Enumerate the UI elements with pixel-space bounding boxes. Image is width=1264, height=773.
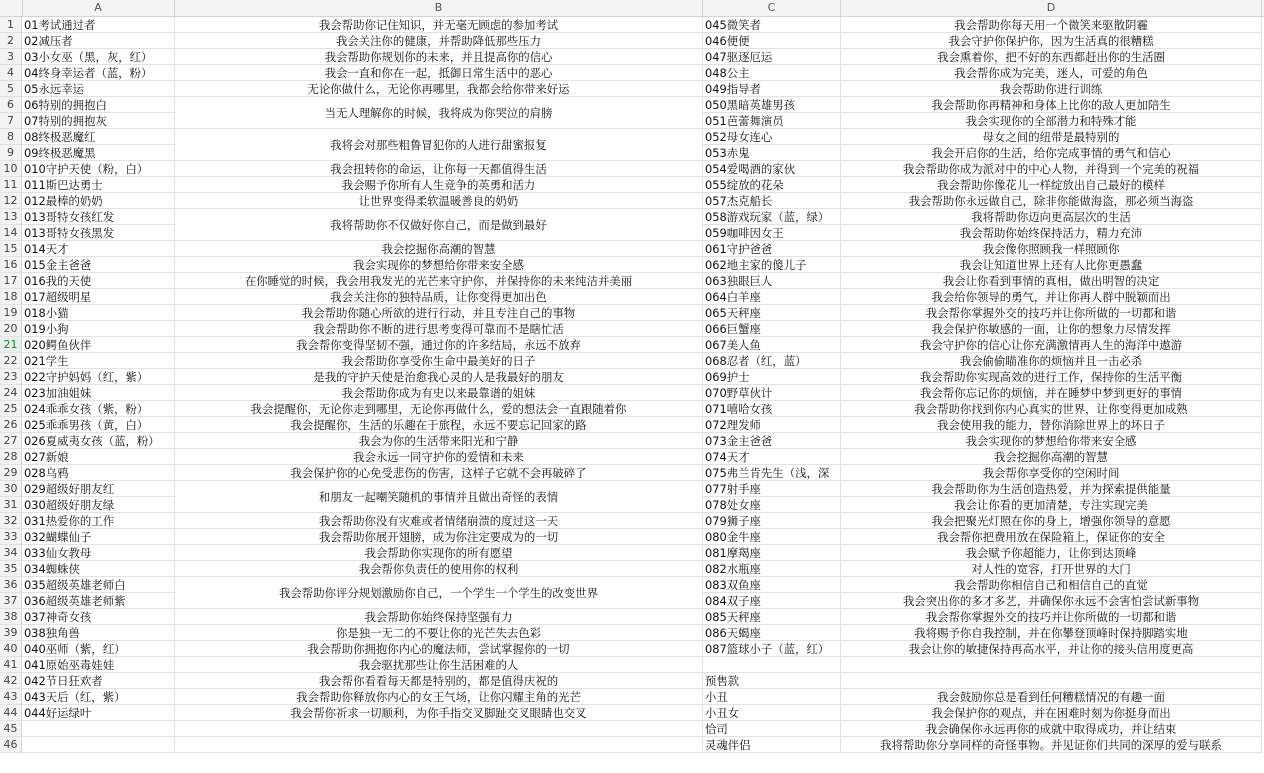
cell-c[interactable]: 067美人鱼 — [703, 337, 841, 353]
cell-b[interactable]: 我会帮助你成为有史以来最靠谱的姐妹 — [175, 385, 703, 401]
cell-c[interactable]: 066巨蟹座 — [703, 321, 841, 337]
cell-d[interactable]: 我会帮你掌握外交的技巧并让你所做的一切都和谐 — [841, 609, 1262, 625]
cell-d[interactable]: 母女之间的纽带是最特别的 — [841, 129, 1262, 145]
cell-d[interactable]: 我会帮助你进行训练 — [841, 81, 1262, 97]
cell-c[interactable]: 047驱逐厄运 — [703, 49, 841, 65]
cell-d[interactable]: 我会帮你把费用放在保险箱上，保证你的安全 — [841, 529, 1262, 545]
cell-b[interactable]: 我会永远一同守护你的爱情和未来 — [175, 449, 703, 465]
row-header[interactable]: 30 — [0, 481, 22, 497]
cell-d[interactable]: 我会帮助你始终保持活力，精力充沛 — [841, 225, 1262, 241]
cell-b[interactable]: 我会关注你的独特品质，让你变得更加出色 — [175, 289, 703, 305]
cell-b[interactable]: 我会帮助你没有灾难或者情绪崩溃的度过这一天 — [175, 513, 703, 529]
cell-d[interactable]: 对人性的宽容，打开世界的大门 — [841, 561, 1262, 577]
cell-a[interactable]: 01考试通过者 — [22, 17, 175, 33]
cell-a[interactable]: 05永远幸运 — [22, 81, 175, 97]
cell-d[interactable]: 我会帮助你找到你内心真实的世界，让你变得更加成熟 — [841, 401, 1262, 417]
cell-a[interactable]: 015金主爸爸 — [22, 257, 175, 273]
row-header[interactable]: 34 — [0, 545, 22, 561]
row-header[interactable]: 41 — [0, 657, 22, 673]
cell-c[interactable]: 078处女座 — [703, 497, 841, 513]
cell-c[interactable]: 048公主 — [703, 65, 841, 81]
cell-b[interactable]: 我会帮助你拥抱你内心的魔法师，尝试掌握你的一切 — [175, 641, 703, 657]
cell-d[interactable]: 我会帮助你相信自己和相信自己的直觉 — [841, 577, 1262, 593]
merged-cell-b[interactable]: 我会帮助你评分规划激励你自己，一个学生一个学生的改变世界 — [175, 577, 703, 609]
cell-d[interactable]: 我会保护你敏感的一面，让你的想象力尽情发挥 — [841, 321, 1262, 337]
cell-c[interactable]: 064白羊座 — [703, 289, 841, 305]
cell-d[interactable]: 我会挖掘你高潮的智慧 — [841, 449, 1262, 465]
column-header-a[interactable]: A — [22, 0, 175, 16]
cell-c[interactable]: 051芭蕾舞演员 — [703, 113, 841, 129]
row-header[interactable]: 14 — [0, 225, 22, 241]
cell-a[interactable]: 036超级英雄老师紫 — [22, 593, 175, 609]
cell-c[interactable]: 055绽放的花朵 — [703, 177, 841, 193]
cell-b[interactable]: 我会提醒你，生活的乐趣在于旅程，永远不要忘记回家的路 — [175, 417, 703, 433]
cell-d[interactable]: 我会实现你的梦想给你带来安全感 — [841, 433, 1262, 449]
cell-d[interactable] — [841, 673, 1262, 689]
cell-c[interactable]: 052母女连心 — [703, 129, 841, 145]
cell-b[interactable]: 是我的守护天使是治愈我心灵的人是我最好的朋友 — [175, 369, 703, 385]
cell-a[interactable]: 034蜘蛛侠 — [22, 561, 175, 577]
cell-c[interactable]: 054爱喝酒的家伙 — [703, 161, 841, 177]
cell-d[interactable]: 我将帮助你分享同样的奇怪事物。并见证你们共同的深厚的爱与联系 — [841, 737, 1262, 753]
cell-d[interactable]: 我将帮助你迈向更高层次的生活 — [841, 209, 1262, 225]
cell-c[interactable]: 061守护爸爸 — [703, 241, 841, 257]
row-header[interactable]: 38 — [0, 609, 22, 625]
row-header[interactable]: 23 — [0, 369, 22, 385]
cell-d[interactable]: 我会开启你的生活，给你完成事情的勇气和信心 — [841, 145, 1262, 161]
cell-d[interactable]: 我会帮助你实现高效的进行工作，保持你的生活平衡 — [841, 369, 1262, 385]
cell-a[interactable]: 037神奇女孩 — [22, 609, 175, 625]
cell-d[interactable]: 我会帮助你为生活创造热爱，并为探索提供能量 — [841, 481, 1262, 497]
merged-cell-b[interactable]: 和朋友一起嘲笑随机的事情并且做出奇怪的表情 — [175, 481, 703, 513]
row-header[interactable]: 42 — [0, 673, 22, 689]
row-header[interactable]: 27 — [0, 433, 22, 449]
cell-a[interactable]: 023加油姐妹 — [22, 385, 175, 401]
cell-b[interactable]: 无论你做什么，无论你再哪里，我都会给你带来好运 — [175, 81, 703, 97]
cell-b[interactable]: 我会帮助你随心所欲的进行行动，并且专注自己的事物 — [175, 305, 703, 321]
cell-a[interactable]: 04终身幸运者（蓝，粉） — [22, 65, 175, 81]
cell-c[interactable]: 070野草伙计 — [703, 385, 841, 401]
cell-d[interactable]: 我会让你看到事情的真相，做出明智的决定 — [841, 273, 1262, 289]
column-header-d[interactable]: D — [841, 0, 1262, 16]
cell-a[interactable]: 044好运绿叶 — [22, 705, 175, 721]
cell-d[interactable]: 我会保护你的观点，并在困难时刻为你挺身而出 — [841, 705, 1262, 721]
cell-b[interactable]: 我会帮助你记住知识，并无毫无顾虑的参加考试 — [175, 17, 703, 33]
cell-c[interactable]: 050黑暗英雄男孩 — [703, 97, 841, 113]
cell-d[interactable]: 我会偷偷瞄准你的烦恼并且一击必杀 — [841, 353, 1262, 369]
cell-b[interactable] — [175, 737, 703, 753]
cell-d[interactable]: 我会像你照顾我一样照顾你 — [841, 241, 1262, 257]
cell-d[interactable]: 我会让你的敏捷保持再高水平，并让你的接头信用度更高 — [841, 641, 1262, 657]
row-header[interactable]: 39 — [0, 625, 22, 641]
cell-b[interactable]: 我会帮助你始终保持坚强有力 — [175, 609, 703, 625]
cell-c[interactable]: 083双鱼座 — [703, 577, 841, 593]
cell-a[interactable]: 026夏威夷女孩（蓝，粉） — [22, 433, 175, 449]
cell-b[interactable]: 我会驱扰那些让你生活困难的人 — [175, 657, 703, 673]
cell-a[interactable]: 02减压者 — [22, 33, 175, 49]
cell-b[interactable]: 我会一直和你在一起，抵御日常生活中的恶心 — [175, 65, 703, 81]
cell-b[interactable]: 我会提醒你，无论你走到哪里，无论你再做什么，爱的想法会一直跟随着你 — [175, 401, 703, 417]
cell-c[interactable]: 080金牛座 — [703, 529, 841, 545]
cell-a[interactable]: 028乌鸦 — [22, 465, 175, 481]
cell-c[interactable]: 085天秤座 — [703, 609, 841, 625]
cell-a[interactable]: 013哥特女孩黑发 — [22, 225, 175, 241]
cell-d[interactable]: 我会赋予你超能力，让你到达顶峰 — [841, 545, 1262, 561]
row-header[interactable]: 1 — [0, 17, 22, 33]
cell-a[interactable]: 018小猫 — [22, 305, 175, 321]
cell-a[interactable]: 024乖乖女孩（紫，粉） — [22, 401, 175, 417]
row-header[interactable]: 31 — [0, 497, 22, 513]
cell-c[interactable]: 074天才 — [703, 449, 841, 465]
cell-a[interactable]: 032蝴蝶仙子 — [22, 529, 175, 545]
cell-d[interactable]: 我会帮你掌握外交的技巧并让你所做的一切都和谐 — [841, 305, 1262, 321]
cell-d[interactable]: 我会熏着你，把不好的东西都赶出你的生活圈 — [841, 49, 1262, 65]
cell-b[interactable]: 我会帮助你不断的进行思考变得可靠而不是瞎忙活 — [175, 321, 703, 337]
cell-c[interactable]: 086天蝎座 — [703, 625, 841, 641]
row-header[interactable]: 12 — [0, 193, 22, 209]
cell-b[interactable]: 我会帮助你规划你的未来，并且提高你的信心 — [175, 49, 703, 65]
cell-b[interactable]: 在你睡觉的时候，我会用我发光的光芒来守护你，并保持你的未来纯洁并美丽 — [175, 273, 703, 289]
cell-a[interactable]: 038独角兽 — [22, 625, 175, 641]
cell-a[interactable]: 03小女巫（黑，灰，红） — [22, 49, 175, 65]
row-header[interactable]: 4 — [0, 65, 22, 81]
row-header[interactable]: 5 — [0, 81, 22, 97]
cell-a[interactable]: 031热爱你的工作 — [22, 513, 175, 529]
cell-d[interactable]: 我会帮助你每天用一个微笑来驱散阴霾 — [841, 17, 1262, 33]
cell-c[interactable]: 077射手座 — [703, 481, 841, 497]
column-header-c[interactable]: C — [703, 0, 841, 16]
cell-a[interactable]: 010守护天使（粉，白） — [22, 161, 175, 177]
cell-b[interactable]: 我会帮你看看每天都是特别的，都是值得庆祝的 — [175, 673, 703, 689]
cell-d[interactable]: 我会帮助你成为派对中的中心人物，并得到一个完美的祝福 — [841, 161, 1262, 177]
cell-c[interactable]: 小丑女 — [703, 705, 841, 721]
row-header[interactable]: 32 — [0, 513, 22, 529]
cell-d[interactable]: 我将赐予你自我控制，并在你攀登顶峰时保持脚踏实地 — [841, 625, 1262, 641]
cell-d[interactable]: 我会让知道世界上还有人比你更愚蠢 — [841, 257, 1262, 273]
cell-a[interactable]: 042节日狂欢者 — [22, 673, 175, 689]
row-header[interactable]: 33 — [0, 529, 22, 545]
cell-d[interactable]: 我会守护你保护你，因为生活真的很糟糕 — [841, 33, 1262, 49]
cell-d[interactable]: 我会让你看的更加清楚，专注实现完美 — [841, 497, 1262, 513]
cell-c[interactable]: 预售款 — [703, 673, 841, 689]
cell-a[interactable]: 013哥特女孩红发 — [22, 209, 175, 225]
cell-c[interactable]: 087篮球小子（蓝，红） — [703, 641, 841, 657]
cell-c[interactable]: 058游戏玩家（蓝，绿） — [703, 209, 841, 225]
cell-a[interactable]: 019小狗 — [22, 321, 175, 337]
row-header[interactable]: 40 — [0, 641, 22, 657]
cell-d[interactable]: 我会帮你享受你的空闲时间 — [841, 465, 1262, 481]
cell-a[interactable]: 035超级英雄老师白 — [22, 577, 175, 593]
row-header[interactable]: 26 — [0, 417, 22, 433]
cell-c[interactable]: 045微笑者 — [703, 17, 841, 33]
cell-b[interactable]: 我会实现你的梦想给你带来安全感 — [175, 257, 703, 273]
cell-a[interactable]: 012最棒的奶奶 — [22, 193, 175, 209]
cell-a[interactable]: 017超级明星 — [22, 289, 175, 305]
cell-b[interactable]: 我会赐予你所有人生竞争的英勇和活力 — [175, 177, 703, 193]
cell-c[interactable] — [703, 657, 841, 673]
cell-a[interactable]: 041原始巫毒娃娃 — [22, 657, 175, 673]
cell-c[interactable]: 072理发师 — [703, 417, 841, 433]
cell-d[interactable]: 我会实现你的全部潜力和特殊才能 — [841, 113, 1262, 129]
cell-a[interactable]: 029超级好朋友红 — [22, 481, 175, 497]
cell-d[interactable]: 我会帮助你再精神和身体上比你的敌人更加陪生 — [841, 97, 1262, 113]
cell-c[interactable]: 恰司 — [703, 721, 841, 737]
cell-a[interactable]: 020鳄鱼伙伴 — [22, 337, 175, 353]
row-header[interactable]: 21 — [0, 337, 22, 353]
row-header[interactable]: 7 — [0, 113, 22, 129]
cell-a[interactable]: 030超级好朋友绿 — [22, 497, 175, 513]
cell-a[interactable]: 016我的天使 — [22, 273, 175, 289]
cell-b[interactable]: 我会帮助你释放你内心的女王气场，让你闪耀主角的光芒 — [175, 689, 703, 705]
cell-b[interactable]: 我会为你的生活带来阳光和宁静 — [175, 433, 703, 449]
cell-d[interactable]: 我会帮你忘记你的烦恼，并在睡梦中梦到更好的事情 — [841, 385, 1262, 401]
cell-b[interactable]: 我会帮你负责任的使用你的权利 — [175, 561, 703, 577]
row-header[interactable]: 29 — [0, 465, 22, 481]
merged-cell-b[interactable]: 我将帮助你不仅做好你自己，而是做到最好 — [175, 209, 703, 241]
cell-a[interactable]: 09终极恶魔黑 — [22, 145, 175, 161]
row-header[interactable]: 35 — [0, 561, 22, 577]
cell-d[interactable]: 我会给你领导的勇气，并让你再人群中脱颖而出 — [841, 289, 1262, 305]
cell-c[interactable]: 065天秤座 — [703, 305, 841, 321]
cell-c[interactable]: 小丑 — [703, 689, 841, 705]
row-header[interactable]: 44 — [0, 705, 22, 721]
cell-c[interactable]: 049指导者 — [703, 81, 841, 97]
cell-c[interactable]: 084双子座 — [703, 593, 841, 609]
cell-c[interactable]: 082水瓶座 — [703, 561, 841, 577]
row-header[interactable]: 43 — [0, 689, 22, 705]
cell-a[interactable]: 027新娘 — [22, 449, 175, 465]
cell-a[interactable]: 022守护妈妈（红，紫） — [22, 369, 175, 385]
row-header[interactable]: 17 — [0, 273, 22, 289]
cell-a[interactable]: 07特别的拥抱灰 — [22, 113, 175, 129]
row-header[interactable]: 6 — [0, 97, 22, 113]
row-header[interactable]: 46 — [0, 737, 22, 753]
cell-c[interactable]: 灵魂伴侣 — [703, 737, 841, 753]
merged-cell-b[interactable]: 我将会对那些粗鲁冒犯你的人进行甜蜜报复 — [175, 129, 703, 161]
cell-b[interactable]: 你是独一无二的不要让你的光芒失去色彩 — [175, 625, 703, 641]
cell-d[interactable]: 我会确保你永远再你的成就中取得成功，并让结束 — [841, 721, 1262, 737]
cell-b[interactable]: 我会关注你的健康，并帮助降低那些压力 — [175, 33, 703, 49]
cell-d[interactable]: 我会守护你的信心让你充满激情再人生的海洋中遨游 — [841, 337, 1262, 353]
row-header[interactable]: 36 — [0, 577, 22, 593]
cell-b[interactable]: 我会扭转你的命运，让你每一天都值得生活 — [175, 161, 703, 177]
cell-a[interactable]: 043天后（红，紫） — [22, 689, 175, 705]
cell-c[interactable]: 068忍者（红，蓝） — [703, 353, 841, 369]
column-header-b[interactable]: B — [175, 0, 703, 16]
cell-a[interactable] — [22, 721, 175, 737]
row-header[interactable]: 16 — [0, 257, 22, 273]
cell-a[interactable]: 040巫师（紫，红） — [22, 641, 175, 657]
cell-d[interactable]: 我会把聚光灯照在你的身上，增强你领导的意愿 — [841, 513, 1262, 529]
row-header[interactable]: 20 — [0, 321, 22, 337]
row-header[interactable]: 11 — [0, 177, 22, 193]
cell-c[interactable]: 062地主家的傻儿子 — [703, 257, 841, 273]
row-header[interactable]: 25 — [0, 401, 22, 417]
cell-d[interactable]: 我会帮你成为完美，迷人，可爱的角色 — [841, 65, 1262, 81]
row-header[interactable]: 45 — [0, 721, 22, 737]
row-header[interactable]: 18 — [0, 289, 22, 305]
cell-a[interactable]: 011斯巴达勇士 — [22, 177, 175, 193]
merged-cell-b[interactable]: 当无人理解你的时候，我将成为你哭泣的肩膀 — [175, 97, 703, 129]
cell-c[interactable]: 073金主爸爸 — [703, 433, 841, 449]
row-header[interactable]: 15 — [0, 241, 22, 257]
cell-d[interactable]: 我会鼓励你总是看到任何糟糕情况的有趣一面 — [841, 689, 1262, 705]
cell-c[interactable]: 069护士 — [703, 369, 841, 385]
row-header[interactable]: 22 — [0, 353, 22, 369]
row-header[interactable]: 10 — [0, 161, 22, 177]
cell-c[interactable]: 071嘻哈女孩 — [703, 401, 841, 417]
cell-b[interactable]: 我会帮你变得坚韧不强，通过你的许多结局，永远不放弃 — [175, 337, 703, 353]
cell-b[interactable]: 我会挖掘你高潮的智慧 — [175, 241, 703, 257]
cell-c[interactable]: 057杰克船长 — [703, 193, 841, 209]
cell-c[interactable]: 046便便 — [703, 33, 841, 49]
cell-b[interactable]: 我会保护你的心免受悲伤的伤害，这样子它就不会再破碎了 — [175, 465, 703, 481]
cell-a[interactable] — [22, 737, 175, 753]
cell-a[interactable]: 08终极恶魔红 — [22, 129, 175, 145]
row-header[interactable]: 28 — [0, 449, 22, 465]
row-header[interactable]: 2 — [0, 33, 22, 49]
cell-c[interactable]: 081摩羯座 — [703, 545, 841, 561]
row-header[interactable]: 37 — [0, 593, 22, 609]
cell-b[interactable]: 让世界变得柔软温暖善良的奶奶 — [175, 193, 703, 209]
cell-c[interactable]: 063独眼巨人 — [703, 273, 841, 289]
cell-a[interactable]: 014天才 — [22, 241, 175, 257]
cell-c[interactable]: 075弗兰肯先生（浅，深 — [703, 465, 841, 481]
cell-d[interactable]: 我会帮助你永远做自己，除非你能做海盗，那必须当海盗 — [841, 193, 1262, 209]
row-header[interactable]: 24 — [0, 385, 22, 401]
cell-b[interactable]: 我会帮你祈求一切顺利，为你手指交叉脚趾交叉眼睛也交叉 — [175, 705, 703, 721]
cell-c[interactable]: 053赤鬼 — [703, 145, 841, 161]
row-header[interactable]: 3 — [0, 49, 22, 65]
cell-d[interactable]: 我会帮助你像花儿一样绽放出自己最好的模样 — [841, 177, 1262, 193]
cell-a[interactable]: 033仙女教母 — [22, 545, 175, 561]
cell-d[interactable]: 我会突出你的多才多艺，并确保你永远不会害怕尝试新事物 — [841, 593, 1262, 609]
cell-b[interactable] — [175, 721, 703, 737]
cell-a[interactable]: 021学生 — [22, 353, 175, 369]
cell-a[interactable]: 025乖乖男孩（黄，白） — [22, 417, 175, 433]
cell-b[interactable]: 我会帮助你享受你生命中最美好的日子 — [175, 353, 703, 369]
row-header[interactable]: 9 — [0, 145, 22, 161]
row-header[interactable]: 8 — [0, 129, 22, 145]
cell-b[interactable]: 我会帮助你实现你的所有愿望 — [175, 545, 703, 561]
cell-b[interactable]: 我会帮助你展开翅膀，成为你注定要成为的一切 — [175, 529, 703, 545]
cell-a[interactable]: 06特别的拥抱白 — [22, 97, 175, 113]
cell-c[interactable]: 059咖啡因女王 — [703, 225, 841, 241]
row-header[interactable]: 13 — [0, 209, 22, 225]
select-all-corner[interactable] — [0, 0, 23, 16]
row-header[interactable]: 19 — [0, 305, 22, 321]
cell-c[interactable]: 079狮子座 — [703, 513, 841, 529]
cell-d[interactable]: 我会使用我的能力，替你消除世界上的坏日子 — [841, 417, 1262, 433]
cell-d[interactable] — [841, 657, 1262, 673]
